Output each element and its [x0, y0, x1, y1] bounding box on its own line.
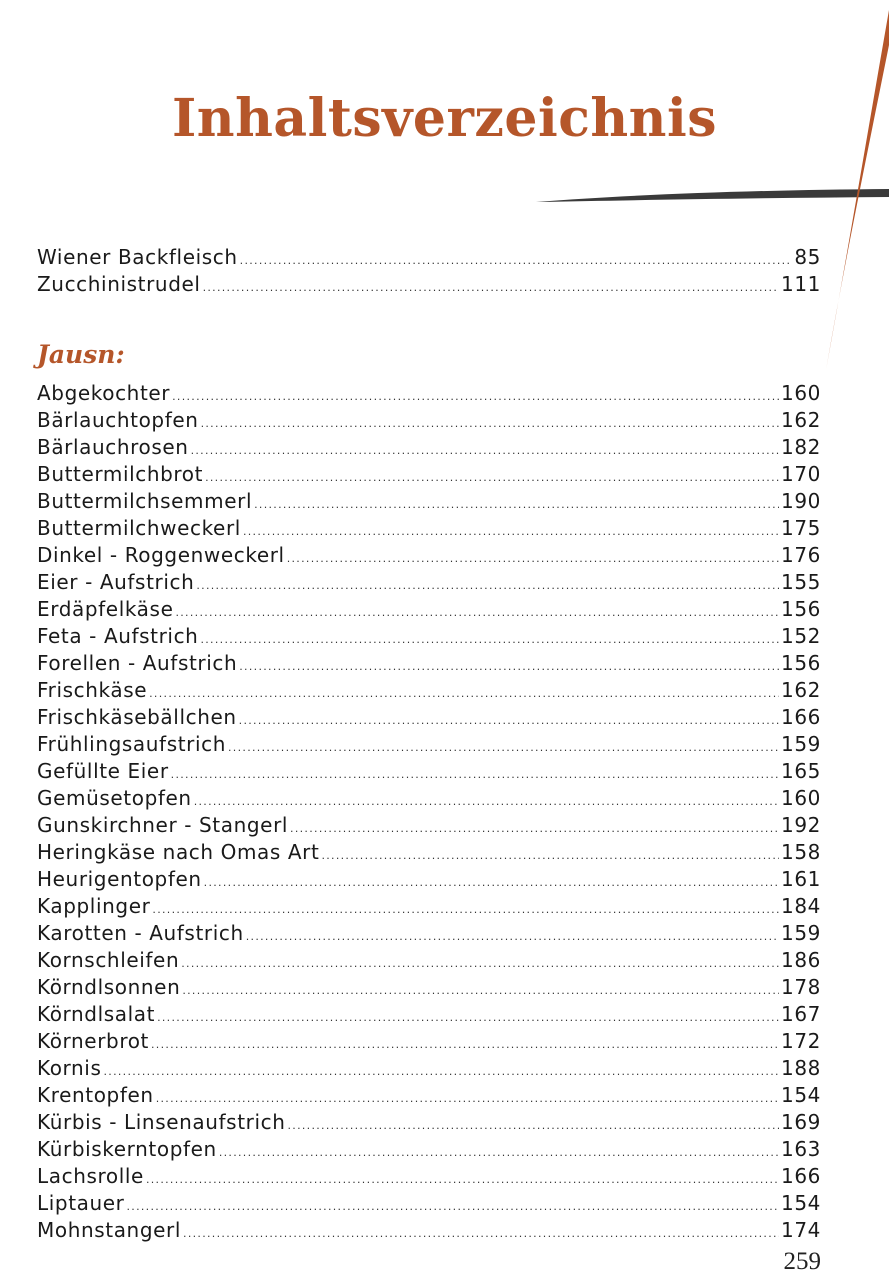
diagonal-brush-stroke [826, 10, 889, 370]
dot-leader [196, 572, 779, 599]
toc-entry-title: Lachsrolle [37, 1164, 144, 1188]
toc-entry-page: 166 [781, 1164, 821, 1188]
dot-leader [321, 842, 779, 869]
horizontal-brush-stroke [536, 189, 889, 202]
dot-leader [219, 1139, 779, 1166]
toc-entry-title: Buttermilchbrot [37, 462, 204, 486]
toc-entry-title: Kapplinger [37, 894, 151, 918]
toc-entry-page: 175 [781, 516, 821, 540]
dot-leader [152, 896, 779, 923]
toc-entry [37, 1028, 821, 1055]
page-number: 259 [783, 1248, 821, 1275]
toc-entry [37, 488, 821, 515]
dot-leader [194, 788, 779, 815]
toc-entry-title: Körndlsonnen [37, 975, 181, 999]
toc-entry [37, 893, 821, 920]
toc-entry-page: 85 [794, 245, 821, 269]
toc-entry-title: Frühlingsaufstrich [37, 732, 227, 756]
toc-entry [37, 461, 821, 488]
toc-entry-page: 192 [781, 813, 821, 837]
dot-leader [172, 383, 779, 410]
page-title: Inhaltsverzeichnis [171, 88, 718, 149]
dot-leader [246, 923, 779, 950]
section-heading-jausn: Jausn: [37, 340, 125, 369]
dot-leader [243, 518, 779, 545]
dot-leader [146, 1166, 779, 1193]
toc-entry [37, 947, 821, 974]
toc-entry-page: 190 [781, 489, 821, 513]
toc-entry-page: 166 [781, 705, 821, 729]
dot-leader [156, 1085, 779, 1112]
toc-entry-title: Mohnstangerl [37, 1218, 182, 1242]
toc-entry-title: Gemüsetopfen [37, 786, 192, 810]
toc-entry-page: 167 [781, 1002, 821, 1026]
toc-jausn-list [37, 380, 821, 1244]
toc-entry [37, 650, 821, 677]
dot-leader [191, 437, 779, 464]
toc-entry-page: 160 [781, 786, 821, 810]
toc-entry-title: Körnerbrot [37, 1029, 149, 1053]
toc-entry [37, 1136, 821, 1163]
dot-leader [151, 1031, 779, 1058]
dot-leader [205, 464, 779, 491]
toc-entry-title: Heringkäse nach Omas Art [37, 840, 320, 864]
dot-leader [254, 491, 779, 518]
toc-entry-title: Liptauer [37, 1191, 125, 1215]
toc-entry-page: 158 [781, 840, 821, 864]
toc-entry-title: Frischkäsebällchen [37, 705, 237, 729]
toc-entry [37, 758, 821, 785]
dot-leader [183, 1220, 779, 1247]
toc-entry-page: 169 [781, 1110, 821, 1134]
toc-entry-page: 188 [781, 1056, 821, 1080]
toc-entry-title: Zucchinistrudel [37, 272, 201, 296]
toc-entry-title: Erdäpfelkäse [37, 597, 174, 621]
toc-entry [37, 920, 821, 947]
toc-entry [37, 271, 821, 298]
toc-entry [37, 677, 821, 704]
toc-entry-title: Körndlsalat [37, 1002, 156, 1026]
toc-entry-title: Forellen - Aufstrich [37, 651, 238, 675]
toc-entry-page: 156 [781, 597, 821, 621]
toc-entry-title: Kornis [37, 1056, 102, 1080]
toc-entry-title: Karotten - Aufstrich [37, 921, 244, 945]
toc-entry-page: 172 [781, 1029, 821, 1053]
toc-entry-page: 156 [781, 651, 821, 675]
toc-entry-title: Wiener Backfleisch [37, 245, 238, 269]
dot-leader [204, 869, 779, 896]
toc-entry-page: 163 [781, 1137, 821, 1161]
toc-entry [37, 244, 821, 271]
dot-leader [239, 653, 779, 680]
dot-leader [203, 274, 779, 301]
dot-leader [239, 707, 779, 734]
toc-top-list [37, 244, 821, 298]
toc-entry-page: 178 [781, 975, 821, 999]
toc-entry-page: 182 [781, 435, 821, 459]
toc-entry-title: Bärlauchrosen [37, 435, 189, 459]
toc-entry [37, 623, 821, 650]
toc-entry-page: 162 [781, 678, 821, 702]
dot-leader [200, 626, 779, 653]
toc-entry-page: 159 [781, 921, 821, 945]
toc-entry [37, 1190, 821, 1217]
toc-entry-page: 174 [781, 1218, 821, 1242]
dot-leader [171, 761, 779, 788]
toc-entry [37, 434, 821, 461]
toc-entry-page: 161 [781, 867, 821, 891]
toc-entry-page: 152 [781, 624, 821, 648]
dot-leader [201, 410, 779, 437]
toc-entry [37, 1217, 821, 1244]
dot-leader [181, 950, 779, 977]
toc-entry-page: 176 [781, 543, 821, 567]
toc-entry [37, 596, 821, 623]
toc-entry-title: Heurigentopfen [37, 867, 202, 891]
toc-entry-title: Kürbis - Linsenaufstrich [37, 1110, 286, 1134]
toc-entry [37, 785, 821, 812]
toc-entry-page: 170 [781, 462, 821, 486]
toc-entry-page: 154 [781, 1191, 821, 1215]
toc-entry-title: Frischkäse [37, 678, 148, 702]
toc-entry-page: 154 [781, 1083, 821, 1107]
dot-leader [228, 734, 779, 761]
toc-entry [37, 1001, 821, 1028]
dot-leader [240, 247, 793, 274]
toc-entry-title: Eier - Aufstrich [37, 570, 195, 594]
toc-entry-title: Abgekochter [37, 381, 171, 405]
toc-entry [37, 1163, 821, 1190]
dot-leader [157, 1004, 779, 1031]
toc-entry-page: 165 [781, 759, 821, 783]
dot-leader [287, 545, 779, 572]
dot-leader [175, 599, 779, 626]
toc-entry [37, 542, 821, 569]
dot-leader [182, 977, 779, 1004]
toc-entry [37, 866, 821, 893]
dot-leader [127, 1193, 780, 1220]
toc-entry [37, 1082, 821, 1109]
toc-entry [37, 515, 821, 542]
toc-entry-title: Dinkel - Roggenweckerl [37, 543, 285, 567]
toc-entry-page: 186 [781, 948, 821, 972]
toc-entry-title: Kürbiskerntopfen [37, 1137, 217, 1161]
toc-entry [37, 569, 821, 596]
toc-entry [37, 380, 821, 407]
toc-entry [37, 407, 821, 434]
toc-entry-title: Gunskirchner - Stangerl [37, 813, 289, 837]
toc-entry-page: 184 [781, 894, 821, 918]
toc-entry-title: Buttermilchsemmerl [37, 489, 253, 513]
dot-leader [290, 815, 779, 842]
toc-entry-title: Feta - Aufstrich [37, 624, 199, 648]
toc-entry-title: Bärlauchtopfen [37, 408, 199, 432]
dot-leader [287, 1112, 779, 1139]
toc-entry [37, 812, 821, 839]
dot-leader [149, 680, 779, 707]
toc-entry-title: Gefüllte Eier [37, 759, 169, 783]
toc-entry-title: Kornschleifen [37, 948, 180, 972]
toc-entry-page: 162 [781, 408, 821, 432]
toc-entry-title: Krentopfen [37, 1083, 154, 1107]
toc-entry [37, 839, 821, 866]
toc-entry-page: 111 [781, 272, 821, 296]
dot-leader [103, 1058, 779, 1085]
toc-entry-title: Buttermilchweckerl [37, 516, 241, 540]
toc-entry-page: 160 [781, 381, 821, 405]
toc-entry [37, 1055, 821, 1082]
toc-entry-page: 155 [781, 570, 821, 594]
toc-entry [37, 1109, 821, 1136]
toc-entry [37, 704, 821, 731]
toc-entry-page: 159 [781, 732, 821, 756]
toc-entry [37, 731, 821, 758]
toc-entry [37, 974, 821, 1001]
